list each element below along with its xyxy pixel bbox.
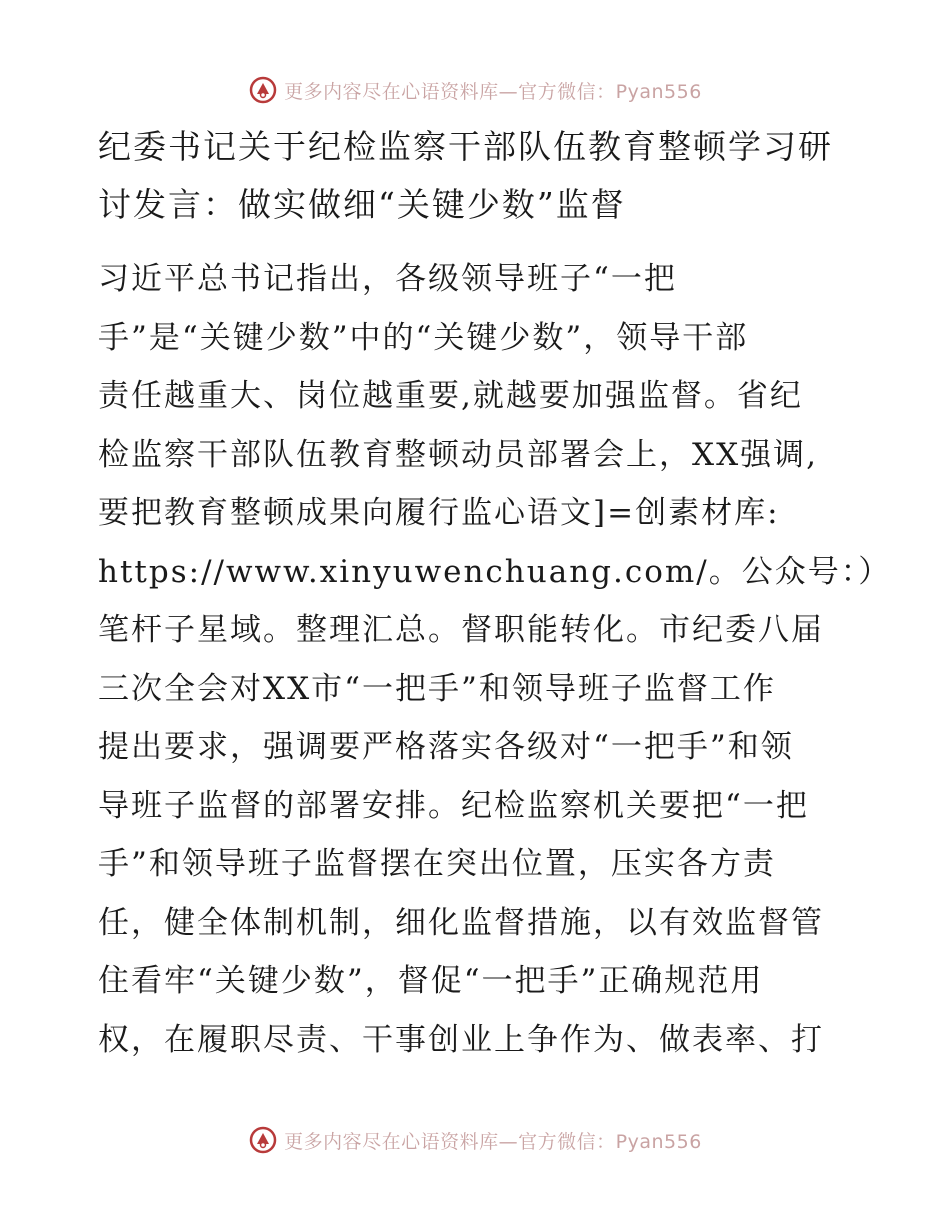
header-banner-text: 更多内容尽在心语资料库—官方微信：Pyan556 [284, 80, 702, 103]
body-line: 习近平总书记指出，各级领导班子“一把 [98, 261, 677, 297]
footer-banner-text: 更多内容尽在心语资料库—官方微信：Pyan556 [284, 1130, 702, 1153]
body-line: https://www.xinyuwenchuang.com/。公众号：） [98, 553, 892, 590]
body-line: 笔杆子星域。整理汇总。督职能转化。市纪委八届 [98, 612, 824, 648]
footer-banner [0, 1120, 950, 1160]
body-line: 要把教育整顿成果向履行监心语文]=创素材库: [98, 495, 780, 531]
seal-logo-icon [248, 75, 278, 105]
body-line: 责任越重大、岗位越重要,就越要加强监督。省纪 [98, 378, 803, 414]
body-line: 提出要求，强调要严格落实各级对“一把手”和领 [98, 729, 794, 765]
seal-logo-icon [248, 1125, 278, 1155]
title-line: 纪委书记关于纪检监察干部队伍教育整顿学习研 [98, 127, 833, 166]
header-banner [0, 70, 950, 110]
body-line: 权，在履职尽责、干事创业上争作为、做表率、打 [98, 1021, 824, 1058]
document-body [98, 250, 892, 1069]
body-line: 任，健全体制机制，细化监督措施，以有效监督管 [98, 904, 824, 941]
document-title [98, 118, 858, 234]
body-line: 检监察干部队伍教育整顿动员部署会上，XX强调, [98, 436, 818, 473]
body-line: 三次全会对XX市“一把手”和领导班子监督工作 [98, 670, 776, 707]
body-line: 手”是“关键少数”中的“关键少数”，领导干部 [98, 319, 749, 356]
body-line: 住看牢“关键少数”，督促“一把手”正确规范用 [98, 963, 764, 999]
title-line: 讨发言：做实做细“关键少数”监督 [98, 185, 626, 224]
body-line: 导班子监督的部署安排。纪检监察机关要把“一把 [98, 787, 809, 824]
body-line: 手”和领导班子监督摆在突出位置，压实各方责 [98, 846, 776, 882]
